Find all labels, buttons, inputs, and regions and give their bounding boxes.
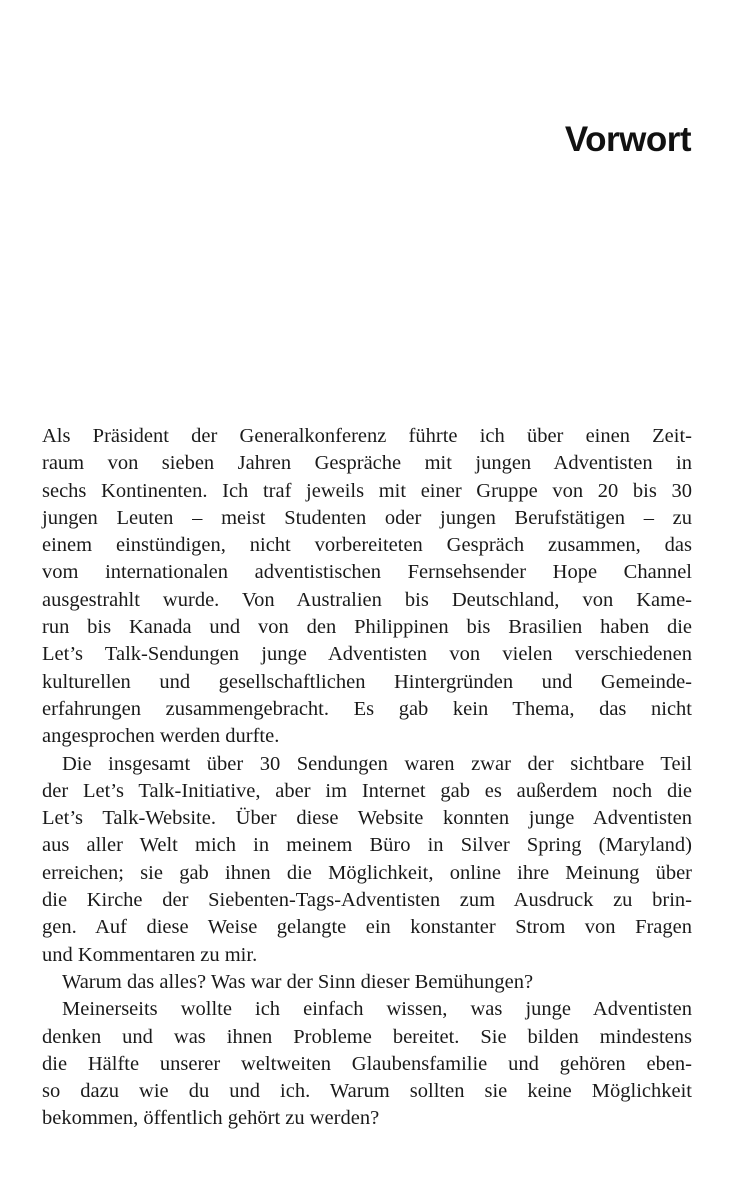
text-line: die Kirche der Siebenten-Tags-Adventisten zum Ausdruck zu brin- [42, 889, 692, 912]
text-line: run bis Kanada und von den Philippinen bis Brasilien haben die [42, 616, 692, 639]
text-line: gen. Auf diese Weise gelangte ein konstanter Strom von Fragen [42, 916, 692, 939]
text-line: und Kommentaren zu mir. [42, 943, 258, 966]
paragraph-1 [42, 423, 692, 751]
text-line: angesprochen werden durfte. [42, 725, 280, 748]
paragraph-3 [42, 969, 692, 996]
text-line: Let’s Talk-Website. Über diese Website konnten junge Adventisten [42, 807, 692, 830]
paragraph-2 [42, 751, 692, 969]
text-line: Als Präsident der Generalkonferenz führte ich über einen Zeit- [42, 425, 692, 447]
text-line: raum von sieben Jahren Gespräche mit jungen Adventisten in [42, 452, 692, 475]
text-line: ausgestrahlt wurde. Von Australien bis Deutschland, von Kame- [42, 588, 692, 611]
chapter-title: Vorwort [564, 120, 691, 159]
body-text [42, 423, 692, 1133]
text-line: aus aller Welt mich in meinem Büro in Silver Spring (Maryland) [42, 834, 692, 857]
text-line: Warum das alles? Was war der Sinn dieser Bemühungen? [62, 970, 534, 993]
text-line: vom internationalen adventistischen Fernsehsender Hope Channel [42, 561, 692, 584]
text-line: erreichen; sie gab ihnen die Möglichkeit, online ihre Meinung über [42, 861, 692, 884]
text-line: denken und was ihnen Probleme bereitet. Sie bilden mindestens [42, 1025, 692, 1048]
text-line: einem einstündigen, nicht vorbereiteten Gespräch zusammen, das [42, 534, 692, 557]
text-line: so dazu wie du und ich. Warum sollten sie keine Möglichkeit [42, 1080, 692, 1103]
text-line: Let’s Talk-Sendungen junge Adventisten von vielen verschiedenen [42, 643, 692, 666]
text-line: kulturellen und gesellschaftlichen Hintergründen und Gemeinde- [42, 670, 692, 693]
text-line: sechs Kontinenten. Ich traf jeweils mit einer Gruppe von 20 bis 30 [42, 479, 692, 502]
text-line: jungen Leuten – meist Studenten oder jungen Berufstätigen – zu [42, 506, 692, 529]
text-line: Meinerseits wollte ich einfach wissen, was junge Adventisten [62, 998, 692, 1021]
text-line: Die insgesamt über 30 Sendungen waren zwar der sichtbare Teil [62, 752, 692, 775]
text-line: erfahrungen zusammengebracht. Es gab kein Thema, das nicht [42, 697, 692, 720]
paragraph-4 [42, 996, 692, 1132]
text-line: die Hälfte unserer weltweiten Glaubensfamilie und gehören eben- [42, 1052, 692, 1075]
text-line: der Let’s Talk-Initiative, aber im Internet gab es außerdem noch die [42, 779, 692, 802]
text-line: bekommen, öffentlich gehört zu werden? [42, 1107, 380, 1130]
